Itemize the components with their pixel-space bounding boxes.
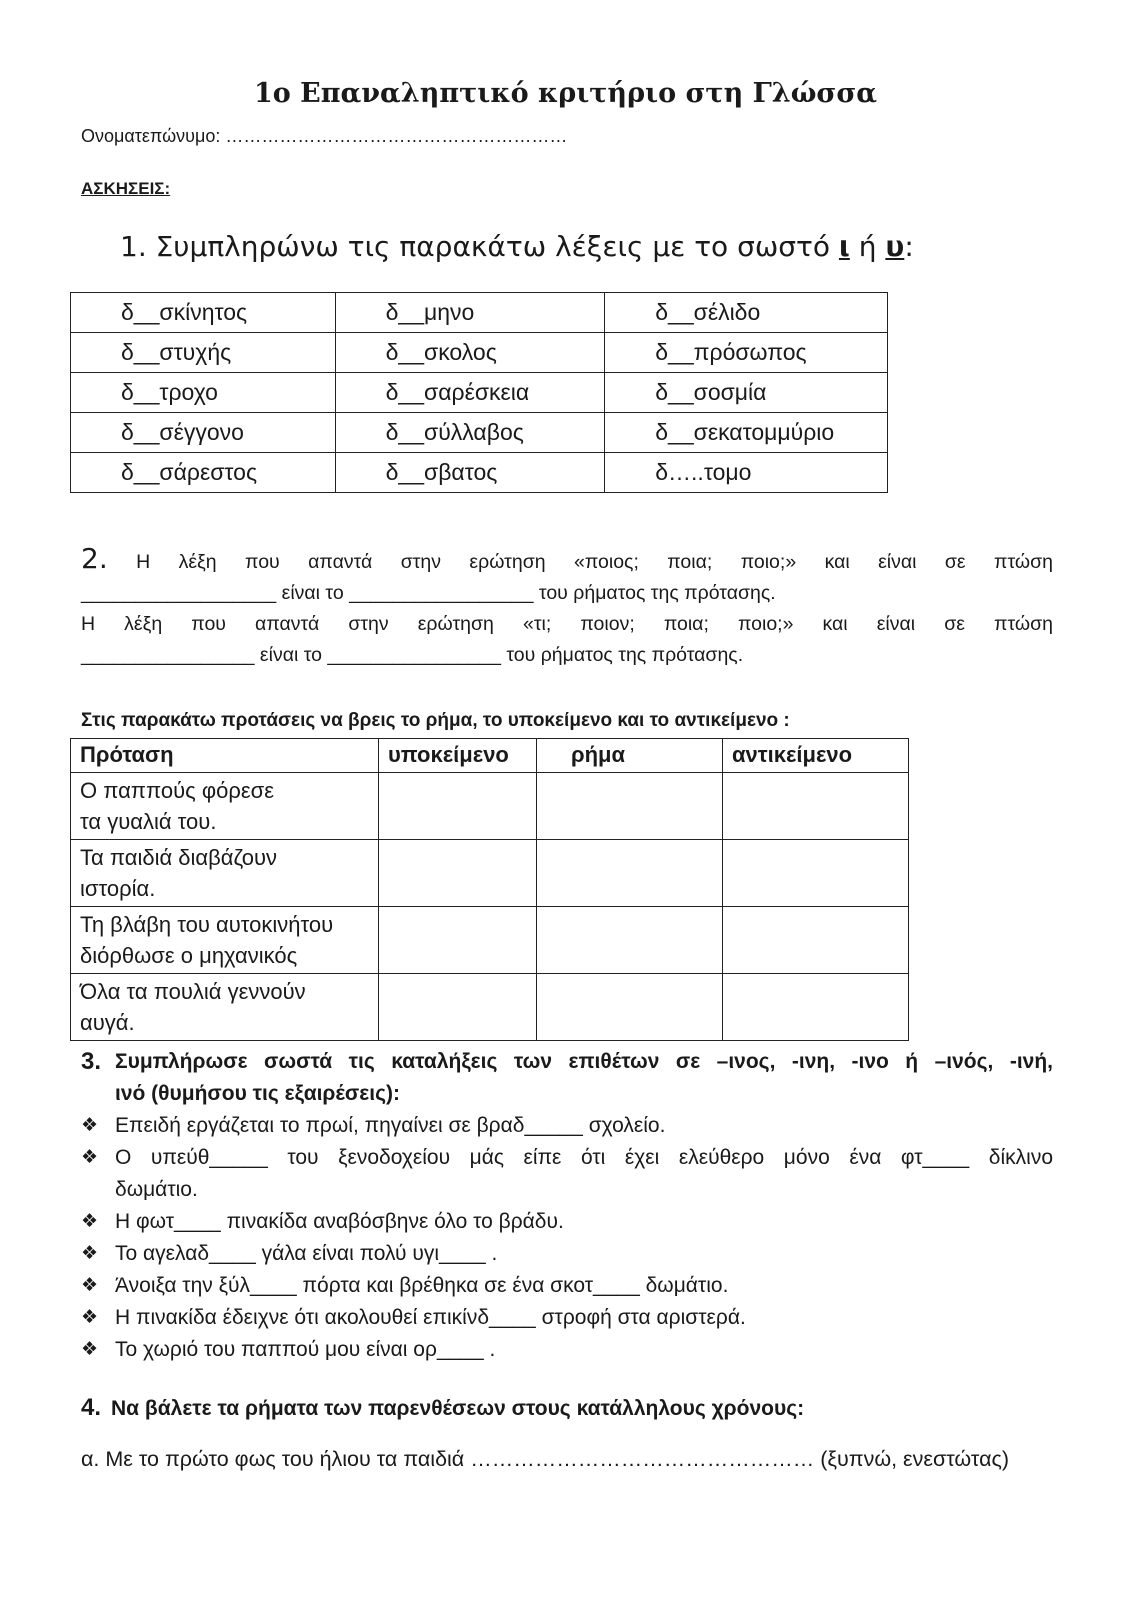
sentence-cell [71, 907, 379, 974]
answer-cell-subject[interactable] [379, 907, 537, 974]
q1-option-y: υ [885, 230, 905, 263]
header-object: αντικείμενο [723, 739, 909, 773]
q1-mid: ή [849, 230, 886, 263]
bullet-icon: ❖ [81, 1307, 99, 1328]
table-row [71, 907, 909, 974]
answer-cell-subject[interactable] [379, 974, 537, 1041]
item-text: Άνοιξα την ξύλ____ πόρτα και βρέθηκα σε ένα σκοτ____ δωμάτιο. [115, 1274, 729, 1297]
word-cell[interactable]: δ…..τομο [605, 453, 888, 493]
table-row [71, 373, 888, 413]
sentence-line: διόρθωσε ο μηχανικός [80, 943, 298, 968]
bullet-icon: ❖ [81, 1275, 99, 1296]
q3-heading-line-1: Συμπλήρωσε σωστά τις καταλήξεις των επιθέτων σε –ινος, -ινη, -ινο ή –ινός, -ινή, [115, 1050, 1053, 1073]
item-text: Το χωριό του παππού μου είναι ορ____ . [115, 1338, 496, 1361]
q2-line-1-text: Η λέξη που απαντά στην ερώτηση «ποιος; ποια; ποιο;» και είναι σε πτώση [136, 551, 1053, 573]
header-sentence: Πρόταση [71, 739, 379, 773]
table-header-row [71, 739, 909, 773]
table-row [71, 333, 888, 373]
q1-suffix: : [904, 230, 914, 263]
q3-number: 3. [81, 1048, 102, 1075]
question-1-heading [120, 230, 914, 263]
q3-heading-text [115, 1046, 1053, 1110]
q2-line-2[interactable]: __________________ είναι το _________________ του ρήματος της πρότασης. [81, 582, 776, 604]
sentence-line: Ο παππούς φόρεσε [80, 778, 275, 803]
name-line: Ονοματεπώνυμο: ………………………………………………… [81, 126, 568, 146]
answer-cell-object[interactable] [723, 907, 909, 974]
item-text: Επειδή εργάζεται το πρωί, πηγαίνει σε βραδ_____ σχολείο. [115, 1114, 666, 1137]
header-subject: υποκείμενο [379, 739, 537, 773]
page-title: 1ο Επαναληπτικό κριτήριο στη Γλώσσα [253, 78, 878, 109]
q4-item-a[interactable]: α. Με το πρώτο φως του ήλιου τα παιδιά ………………………………………… (ξυπνώ, ενεστώτας) [81, 1447, 1010, 1471]
bullet-icon: ❖ [81, 1211, 99, 1232]
item-text: Η πινακίδα έδειχνε ότι ακολουθεί επικίνδ____ στροφή στα αριστερά. [115, 1306, 746, 1329]
word-cell[interactable]: δ__σέλιδο [605, 293, 888, 333]
q1-prefix: 1. Συμπληρώνω τις παρακάτω λέξεις με το σωστό [120, 230, 839, 263]
answer-cell-object[interactable] [723, 840, 909, 907]
sentence-cell [71, 840, 379, 907]
list-item[interactable] [81, 1270, 1053, 1302]
bullet-icon: ❖ [81, 1243, 99, 1264]
word-cell[interactable]: δ__σάρεστος [71, 453, 336, 493]
q2-line-3: Η λέξη που απαντά στην ερώτηση «τι; ποιον; ποια; ποιο;» και είναι σε πτώση [81, 613, 1053, 635]
word-cell[interactable]: δ__σκολος [335, 333, 605, 373]
table-row [71, 974, 909, 1041]
q2-number: 2. [81, 542, 108, 575]
word-cell[interactable]: δ__σκίνητος [71, 293, 336, 333]
sentence-line: τα γυαλιά του. [80, 809, 217, 834]
word-cell[interactable]: δ__πρόσωπος [605, 333, 888, 373]
word-cell[interactable]: δ__σύλλαβος [335, 413, 605, 453]
sentence-line: Τη βλάβη του αυτοκινήτου [80, 912, 334, 937]
list-item[interactable] [81, 1206, 1053, 1238]
table-row [71, 453, 888, 493]
q2-line-1 [81, 543, 1053, 578]
answer-cell-subject[interactable] [379, 840, 537, 907]
sentence-line: αυγά. [80, 1010, 135, 1035]
answer-cell-verb[interactable] [537, 773, 723, 840]
item-text-line: δωμάτιο. [115, 1178, 198, 1201]
exercises-heading: ΑΣΚΗΣΕΙΣ: [81, 179, 171, 198]
list-item[interactable] [81, 1142, 1053, 1206]
list-item[interactable] [81, 1110, 1053, 1142]
sentence-line: ιστορία. [80, 876, 156, 901]
sentence-cell [71, 773, 379, 840]
header-verb: ρήμα [537, 739, 723, 773]
list-item[interactable] [81, 1238, 1053, 1270]
table-row [71, 773, 909, 840]
table-row [71, 840, 909, 907]
list-item[interactable] [81, 1302, 1053, 1334]
sentence-line: Όλα τα πουλιά γεννούν [80, 979, 306, 1004]
item-text [115, 1142, 1053, 1206]
q2-line-4[interactable]: ________________ είναι το ________________ του ρήματος της πρότασης. [81, 644, 744, 666]
sentence-cell [71, 974, 379, 1041]
answer-cell-object[interactable] [723, 974, 909, 1041]
answer-cell-subject[interactable] [379, 773, 537, 840]
q3-heading-line-2: ινό (θυμήσου τις εξαιρέσεις): [115, 1082, 400, 1105]
item-text: Το αγελαδ____ γάλα είναι πολύ υγι____ . [115, 1242, 498, 1265]
item-text-line: Ο υπεύθ_____ του ξενοδοχείου μάς είπε ότι έχει ελεύθερο μόνο ένα φτ____ δίκλινο [115, 1146, 1053, 1169]
question-3 [81, 1046, 1053, 1366]
sentence-line: Τα παιδιά διαβάζουν [80, 845, 278, 870]
answer-cell-verb[interactable] [537, 907, 723, 974]
list-item[interactable] [81, 1334, 1053, 1366]
question-2 [81, 543, 1053, 671]
answer-cell-verb[interactable] [537, 840, 723, 907]
q3-heading [81, 1046, 1053, 1110]
bullet-icon: ❖ [81, 1115, 99, 1136]
table-row [71, 293, 888, 333]
table-row [71, 413, 888, 453]
item-text: Η φωτ____ πινακίδα αναβόσβηνε όλο το βράδυ. [115, 1210, 564, 1233]
word-cell[interactable]: δ__στυχής [71, 333, 336, 373]
fill-in-words-table [70, 292, 888, 493]
answer-cell-object[interactable] [723, 773, 909, 840]
q4-number: 4. [81, 1394, 102, 1421]
word-cell[interactable]: δ__μηνο [335, 293, 605, 333]
word-cell[interactable]: δ__σβατος [335, 453, 605, 493]
question-4-heading [81, 1394, 804, 1422]
word-cell[interactable]: δ__σέγγονο [71, 413, 336, 453]
word-cell[interactable]: δ__σεκατομμύριο [605, 413, 888, 453]
table2-instruction: Στις παρακάτω προτάσεις να βρεις το ρήμα, το υποκείμενο και το αντικείμενο : [81, 710, 790, 731]
bullet-icon: ❖ [81, 1339, 99, 1360]
q1-option-i: ι [838, 230, 850, 263]
answer-cell-verb[interactable] [537, 974, 723, 1041]
word-cell[interactable]: δ__σαρέσκεια [335, 373, 605, 413]
sentence-analysis-table [70, 738, 909, 1041]
bullet-icon: ❖ [81, 1147, 99, 1168]
word-cell[interactable]: δ__τροχο [71, 373, 336, 413]
q4-heading-text: Να βάλετε τα ρήματα των παρενθέσεων στους κατάλληλους χρόνους: [111, 1397, 805, 1420]
word-cell[interactable]: δ__σοσμία [605, 373, 888, 413]
